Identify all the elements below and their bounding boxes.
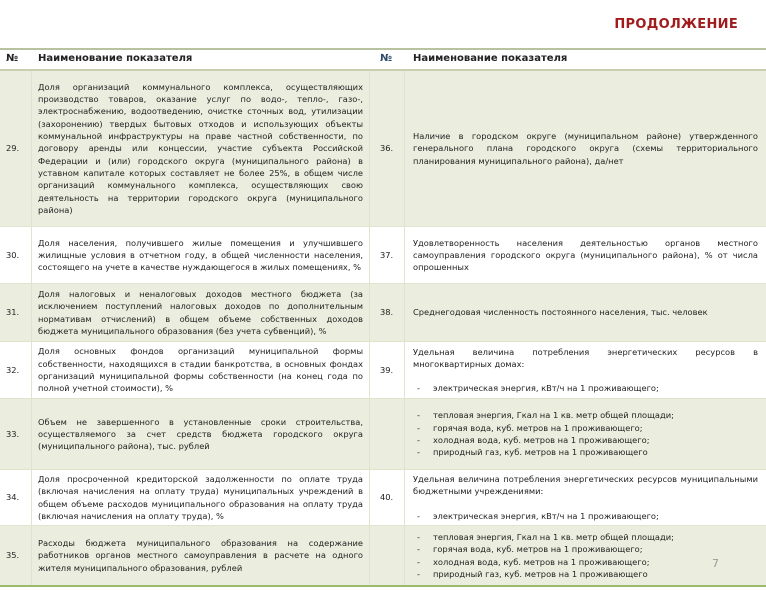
- row-num: 37.: [370, 227, 405, 283]
- row-num: 33.: [0, 399, 32, 469]
- row-text: Доля основных фондов организаций муниципальной формы собственности, находящихся в стадии банкротства, в основных фондах организаций муниципальной формы собственности (на конец года по полной учетной стоимости), %: [32, 342, 370, 398]
- list-item: - холодная вода, куб. метров на 1 проживающего;: [417, 435, 650, 445]
- row-num-empty: [370, 399, 405, 469]
- list-item: - горячая вода, куб. метров на 1 проживающего;: [417, 544, 643, 555]
- row-text: Доля просроченной кредиторской задолженности по оплате труда (включая начисления на оплату труда) муниципальных учреждений в общем объеме расходов муниципального образования на оплату труда (включая начисления на оплату труда), %: [32, 470, 370, 525]
- row-text: Удельная величина потребления энергетических ресурсов в многоквартирных домах: - электрическая энергия, кВт/ч на 1 проживающего;: [413, 346, 758, 394]
- header-name-left: Наименование показателя: [38, 53, 193, 65]
- table-row: [0, 71, 766, 227]
- row-text: Наличие в городском округе (муниципальном районе) утвержденного генерального плана городского округа (схемы территориального планирования муниципального района), да/нет: [413, 131, 758, 166]
- row-text: Среднегодовая численность постоянного населения, тыс. человек: [413, 307, 708, 318]
- row-text: Удовлетворенность населения деятельностью органов местного самоуправления городского округа (муниципального района), % от числа опрошенных: [413, 237, 758, 273]
- table-row: [0, 470, 766, 526]
- list-item: - природный газ, куб. метров на 1 проживающего: [417, 568, 648, 579]
- row-text: Объем не завершенного в установленные сроки строительства, осуществляемого за счет средств бюджета городского округа (муниципального района), тыс. рублей: [32, 399, 370, 469]
- row-num: 36.: [370, 71, 405, 226]
- row-text: Удельная величина потребления энергетических ресурсов муниципальными бюджетными учреждениями: - электрическая энергия, кВт/ч на 1 проживающего;: [413, 474, 758, 521]
- header-num-right: №: [380, 53, 393, 65]
- table-row: [0, 526, 766, 585]
- row-num: 31.: [0, 284, 32, 341]
- row-num: 38.: [370, 284, 405, 341]
- list-item: - холодная вода, куб. метров на 1 проживающего;: [417, 556, 650, 567]
- indicators-table: [0, 48, 766, 587]
- table-row: [0, 342, 766, 399]
- row-num: 35.: [0, 526, 32, 585]
- row-text: Расходы бюджета муниципального образования на содержание работников органов местного самоуправления в расчете на одного жителя муниципального образования, рублей: [32, 526, 370, 585]
- row-text: [405, 526, 766, 585]
- list-item: - электрическая энергия, кВт/ч на 1 проживающего;: [417, 383, 659, 394]
- row-text: Доля населения, получившего жилые помещения и улучшившего жилищные условия в отчетном году, в общей численности населения, состоящего на учете в качестве нуждающегося в жилых помещениях, %: [32, 227, 370, 283]
- header-num-left: №: [6, 53, 19, 65]
- list-item: - горячая вода, куб. метров на 1 проживающего;: [417, 422, 643, 433]
- row-num: 34.: [0, 470, 32, 525]
- row-num: 30.: [0, 227, 32, 283]
- row-num: 32.: [0, 342, 32, 398]
- row-num: 40.: [370, 470, 405, 525]
- header-name-right: Наименование показателя: [413, 53, 568, 65]
- list-item: - тепловая энергия, Гкал на 1 кв. метр общей площади;: [417, 410, 674, 421]
- list-item: - природный газ, куб. метров на 1 проживающего: [417, 447, 648, 458]
- table-row: [0, 284, 766, 342]
- table-row: [0, 227, 766, 284]
- table-header: [0, 50, 766, 71]
- row-num-empty: [370, 526, 405, 585]
- row-text: Доля организаций коммунального комплекса, осуществляющих производство товаров, оказание услуг по водо-, тепло-, газо-, электроснабжению, водоотведению, очистке сточных вод, утилизации (захоронению) твердых бытовых отходов и использующих объекты коммунальной инфраструктуры на праве частной собственности, по договору аренды или концессии, участие субъекта Российской Федерации и (или) городского округа (муниципального района) в уставном капитале которых составляет не более 25%, в общем числе организаций коммунального комплекса, осуществляющих свою деятельность на территории городского округа (муниципального района): [32, 71, 370, 226]
- continuation-title: ПРОДОЛЖЕНИЕ: [614, 17, 738, 32]
- row-num: 39.: [370, 342, 405, 398]
- list-item: - тепловая энергия, Гкал на 1 кв. метр общей площади;: [417, 531, 674, 542]
- list-item: - электрическая энергия, кВт/ч на 1 проживающего;: [417, 510, 659, 521]
- page-number: 7: [712, 557, 719, 570]
- row-text: Доля налоговых и неналоговых доходов местного бюджета (за исключением поступлений налоговых доходов по дополнительным нормативам отчислений) в общем объеме собственных доходов бюджета муниципального образования (без учета субвенций), %: [32, 284, 370, 341]
- row-num: 29.: [0, 71, 32, 226]
- table-row: [0, 399, 766, 470]
- row-text: [405, 399, 766, 469]
